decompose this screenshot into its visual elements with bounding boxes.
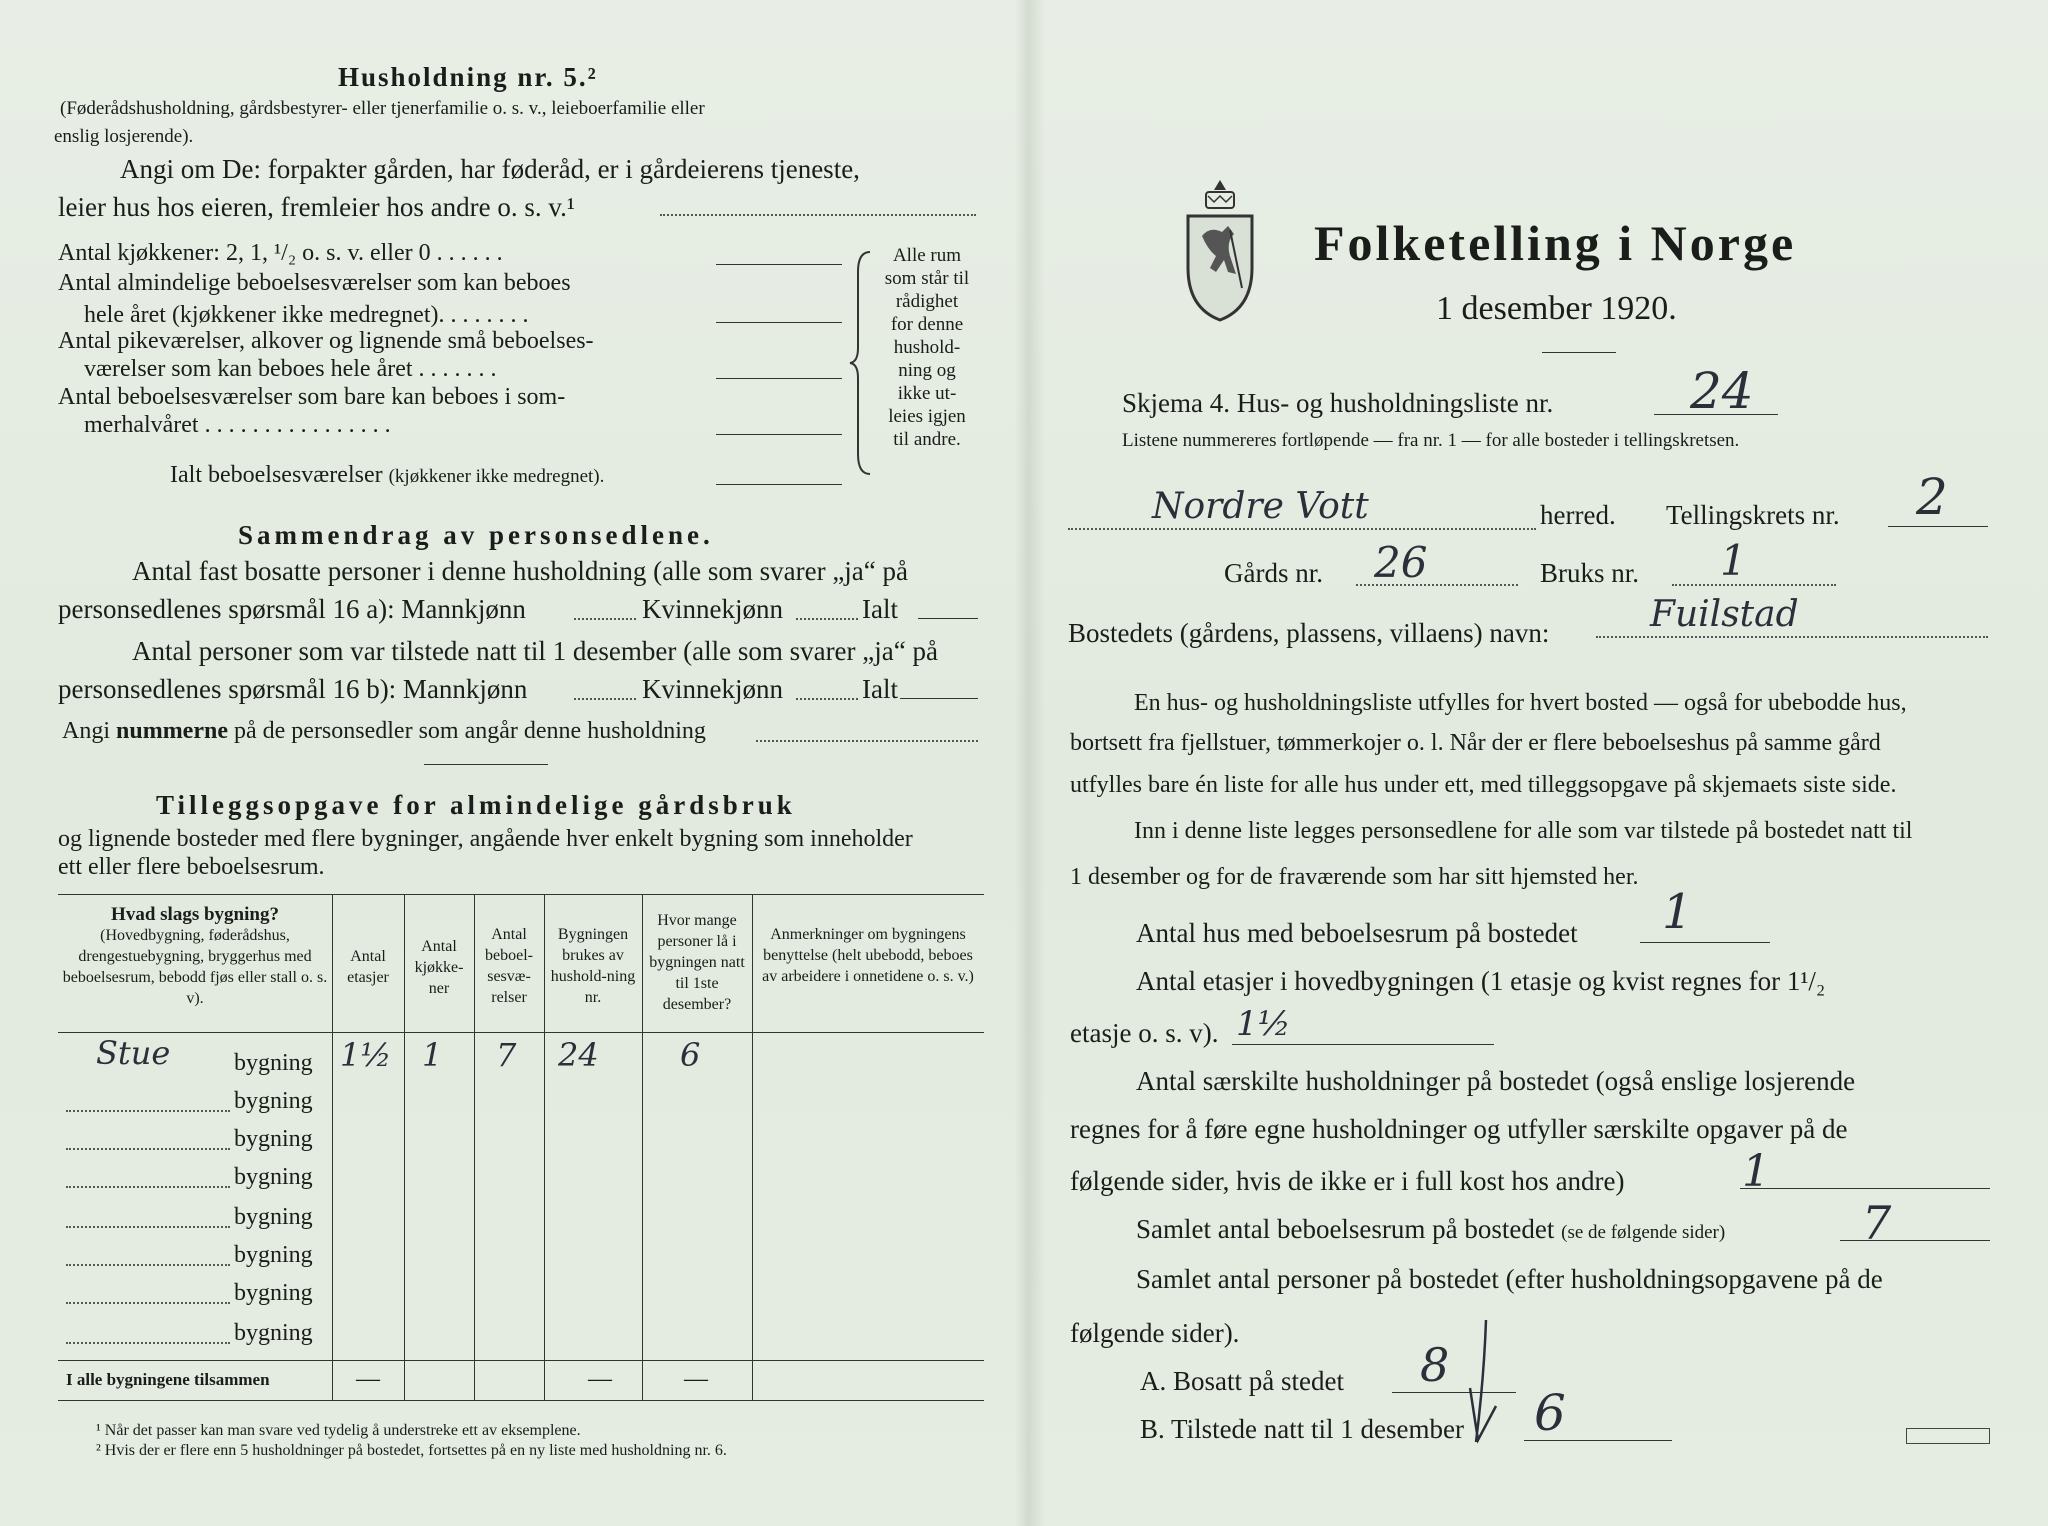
q-samlet-rum-hw: 7 xyxy=(1862,1196,1892,1250)
q-samlet-pers-2: følgende sider). xyxy=(1070,1318,1240,1348)
col-sep-6 xyxy=(752,894,753,1400)
tillegg-text-1: og lignende bosteder med flere bygninger, angående hver enkelt bygning som inneholder xyxy=(58,826,913,852)
row-dot-7 xyxy=(66,1302,230,1304)
col-sep-2 xyxy=(404,894,405,1400)
coat-of-arms-icon xyxy=(1180,176,1260,326)
sammendrag-line-2: personsedlenes spørsmål 16 a): Mannkjønn xyxy=(58,594,526,624)
row1-personer-hw: 6 xyxy=(680,1036,701,1074)
intro-line-2: enslig losjerende). xyxy=(54,126,194,147)
sammendrag-line-1: Antal fast bosatte personer i denne husholdning (alle som svarer „ja“ på xyxy=(132,556,908,586)
intro-line-1: (Føderådshusholdning, gårdsbestyrer- eller tjenerfamilie o. s. v., leieboerfamilie eller xyxy=(60,98,705,119)
q-hus-line xyxy=(1640,942,1770,943)
ialt-a: Ialt xyxy=(862,594,898,624)
para2-line-1: Inn i denne liste legges personsedlene for alle som var tilstede på bostedet natt til xyxy=(1134,818,1913,844)
q-hus-hw: 1 xyxy=(1662,884,1693,940)
gards-label: Gårds nr. xyxy=(1224,558,1323,588)
answer-line-5 xyxy=(716,484,842,485)
para1-line-1: En hus- og husholdningsliste utfylles for hvert bosted — også for ubebodde hus, xyxy=(1134,690,1907,716)
separator xyxy=(424,764,548,765)
skjema-hw: 24 xyxy=(1690,362,1754,420)
brace-note: Alle rum som står til rådighet for denne hushold- ning og ikke ut- leies igjen til andre. xyxy=(884,245,970,450)
col-header-anmerkninger: Anmerkninger om bygningens benyttelse (helt ubebodd, beboes av arbeidere i onnetidene o. s. v.) xyxy=(762,926,974,985)
col-sep-5 xyxy=(642,894,643,1400)
nummerne-line xyxy=(756,740,978,742)
kvinne-line-b xyxy=(796,698,858,700)
angi-nummerne: Angi nummerne på de personsedler som angår denne husholdning xyxy=(62,718,706,744)
row-label-5: bygning xyxy=(234,1204,313,1230)
b-hw: 6 xyxy=(1534,1384,1566,1442)
tillegg-title: Tilleggsopgave for almindelige gårdsbruk xyxy=(156,790,796,820)
a-bosatt: A. Bosatt på stedet xyxy=(1140,1366,1344,1396)
row1-etasjer-hw: 1½ xyxy=(340,1036,392,1074)
col-sep-1 xyxy=(332,894,333,1400)
row-dot-2 xyxy=(66,1110,230,1112)
kvinne-line-a xyxy=(796,618,858,620)
hw-stroke-mark xyxy=(1462,1318,1502,1448)
a-hw: 8 xyxy=(1420,1338,1450,1392)
tillegg-text-2: ett eller flere beboelsesrum. xyxy=(58,854,325,880)
row-label-4: bygning xyxy=(234,1164,313,1190)
total-label: I alle bygningene tilsammen xyxy=(66,1370,270,1389)
sammendrag-line-3: Antal personer som var tilstede natt til 1 desember (alle som svarer „ja“ på xyxy=(132,636,938,666)
herred-line xyxy=(1068,528,1536,530)
antal-almindelige-2: hele året (kjøkkener ikke medregnet). . . . . . . . xyxy=(84,302,529,328)
sammendrag-line-4: personsedlenes spørsmål 16 b): Mannkjønn xyxy=(58,674,528,704)
table-body-bottom xyxy=(58,1360,984,1361)
bruks-label: Bruks nr. xyxy=(1540,558,1640,588)
col-header-vaerelser: Antal beboel-sesvæ-relser xyxy=(485,926,533,1006)
angi-line-1: Angi om De: forpakter gården, har føderåd, er i gårdeierens tjeneste, xyxy=(120,154,860,184)
table-header-bottom xyxy=(58,1032,984,1033)
row-dot-3 xyxy=(66,1148,230,1150)
q-sarskilte-1: Antal særskilte husholdninger på bostedet (også enslige losjerende xyxy=(1136,1066,1856,1096)
page-fold xyxy=(1015,0,1045,1526)
col-header-etasjer: Antal etasjer xyxy=(347,948,389,986)
census-title: Folketelling i Norge xyxy=(1314,215,1797,271)
ialt-line-a xyxy=(918,618,978,619)
antal-kjokkener: Antal kjøkkener: 2, 1, ¹/₂ o. s. v. eller 0 . . . . . . xyxy=(58,240,503,266)
listene-note: Listene nummereres fortløpende — fra nr. 1 — for alle bosteder i tellingskretsen. xyxy=(1122,430,1740,451)
para2-line-2: 1 desember og for de fraværende som har sitt hjemsted her. xyxy=(1070,864,1639,890)
row1-kjokken-hw: 1 xyxy=(422,1036,443,1074)
row-label-3: bygning xyxy=(234,1126,313,1152)
row-dot-8 xyxy=(66,1342,230,1344)
bostedets-label: Bostedets (gårdens, plassens, villaens) navn: xyxy=(1068,618,1550,648)
herred-hw: Nordre Vott xyxy=(1152,486,1369,527)
total-dash-husholdning: — xyxy=(588,1366,612,1392)
q-etasjer-2: etasje o. s. v). xyxy=(1070,1018,1219,1048)
col-sep-4 xyxy=(544,894,545,1400)
ialt-line-b xyxy=(900,698,978,699)
angi-answer-line xyxy=(660,214,976,216)
col-sep-3 xyxy=(474,894,475,1400)
tellingskrets-label: Tellingskrets nr. xyxy=(1666,500,1840,530)
angi-line-2: leier hus hos eieren, fremleier hos andre o. s. v.¹ xyxy=(58,192,575,222)
row-dot-6 xyxy=(66,1264,230,1266)
antal-almindelige: Antal almindelige beboelsesværelser som kan beboes xyxy=(58,270,571,296)
answer-line-2 xyxy=(716,322,842,323)
row-label-7: bygning xyxy=(234,1280,313,1306)
q-sarskilte-2: regnes for å føre egne husholdninger og utfyller særskilte opgaver på de xyxy=(1070,1114,1848,1144)
antal-pikevaerelser: Antal pikeværelser, alkover og lignende små beboelses- xyxy=(58,328,594,354)
q-sarskilte-line xyxy=(1740,1188,1990,1189)
col-header-personer: Hvor mange personer lå i bygningen natt til 1ste desember? xyxy=(649,912,745,1013)
total-dash-etasjer: — xyxy=(356,1366,380,1392)
row-label-6: bygning xyxy=(234,1242,313,1268)
bostedets-hw: Fuilstad xyxy=(1650,594,1799,635)
row-dot-5 xyxy=(66,1226,230,1228)
row-dot-4 xyxy=(66,1186,230,1188)
table-top xyxy=(58,894,984,895)
row1-type-hw: Stue xyxy=(96,1034,171,1072)
q-sarskilte-3: følgende sider, hvis de ikke er i full kost hos andre) xyxy=(1070,1166,1625,1196)
bruks-hw: 1 xyxy=(1720,536,1747,585)
answer-line-4 xyxy=(716,434,842,435)
q-samlet-pers-1: Samlet antal personer på bostedet (efter husholdningsopgavene på de xyxy=(1136,1264,1883,1294)
row1-husholdning-hw: 24 xyxy=(558,1036,599,1074)
row1-vaerelser-hw: 7 xyxy=(496,1036,517,1074)
antal-sommer: Antal beboelsesværelser som bare kan beboes i som- xyxy=(58,384,566,410)
sammendrag-title: Sammendrag av personsedlene. xyxy=(238,520,714,550)
census-date: 1 desember 1920. xyxy=(1436,290,1677,327)
col-header-husholdning: Bygningen brukes av hushold-ning nr. xyxy=(550,926,636,1006)
para1-line-3: utfylles bare én liste for alle hus under ett, med tilleggsopgave på skjemaets siste side. xyxy=(1070,772,1897,798)
kvinne-a: Kvinnekjønn xyxy=(642,594,783,624)
antal-pikevaerelser-2: værelser som kan beboes hele året . . . . . . . xyxy=(84,356,497,382)
col-header-kjokkener: Antal kjøkke-ner xyxy=(414,938,464,997)
mann-line-b xyxy=(574,698,636,700)
printer-stamp xyxy=(1906,1428,1990,1444)
title-separator xyxy=(1542,352,1616,353)
household-title: Husholdning nr. 5.² xyxy=(338,62,598,92)
q-etasjer-line xyxy=(1232,1044,1494,1045)
bruks-line xyxy=(1672,584,1836,586)
antal-sommer-2: merhalvåret . . . . . . . . . . . . . . . . xyxy=(84,412,391,438)
q-etasjer-1: Antal etasjer i hovedbygningen (1 etasje og kvist regnes for 1¹/₂ xyxy=(1136,966,1826,996)
ialt-b: Ialt xyxy=(862,674,898,704)
tellingskrets-line xyxy=(1888,526,1988,527)
skjema-label: Skjema 4. Hus- og husholdningsliste nr. xyxy=(1122,388,1554,418)
row-label-2: bygning xyxy=(234,1088,313,1114)
bostedets-line xyxy=(1596,636,1988,638)
b-tilstede: B. Tilstede natt til 1 desember xyxy=(1140,1414,1464,1444)
total-dash-personer: — xyxy=(684,1366,708,1392)
row-label-1: bygning xyxy=(234,1050,313,1076)
answer-line-3 xyxy=(716,378,842,379)
mann-line-a xyxy=(574,618,636,620)
row-label-8: bygning xyxy=(234,1320,313,1346)
kvinne-b: Kvinnekjønn xyxy=(642,674,783,704)
q-hus: Antal hus med beboelsesrum på bostedet xyxy=(1136,918,1578,948)
tellingskrets-hw: 2 xyxy=(1916,468,1948,526)
footnote-1: ¹ Når det passer kan man svare ved tydelig å understreke ett av eksemplene. xyxy=(96,1422,581,1439)
footnote-2: ² Hvis der er flere enn 5 husholdninger på bostedet, fortsettes på en ny liste med husholdning nr. 6. xyxy=(96,1442,727,1459)
answer-line-1 xyxy=(716,264,842,265)
col-header-type: Hvad slags bygning? (Hovedbygning, føderådshus, drengestuebygning, bryggerhus med beboelsesrum, bebodd fjøs eller stall o. s. v). xyxy=(62,904,328,1007)
gards-hw: 26 xyxy=(1374,538,1428,587)
q-sarskilte-hw: 1 xyxy=(1742,1146,1770,1197)
q-samlet-rum: Samlet antal beboelsesrum på bostedet (se de følgende sider) xyxy=(1136,1214,1726,1244)
herred-label: herred. xyxy=(1540,500,1616,530)
q-etasjer-hw: 1½ xyxy=(1236,1004,1291,1044)
table-bottom xyxy=(58,1400,984,1401)
ialt-beboelse: Ialt beboelsesværelser (kjøkkener ikke medregnet). xyxy=(170,462,605,488)
para1-line-2: bortsett fra fjellstuer, tømmerkojer o. l. Når der er flere beboelseshus på samme gård xyxy=(1070,730,1881,756)
